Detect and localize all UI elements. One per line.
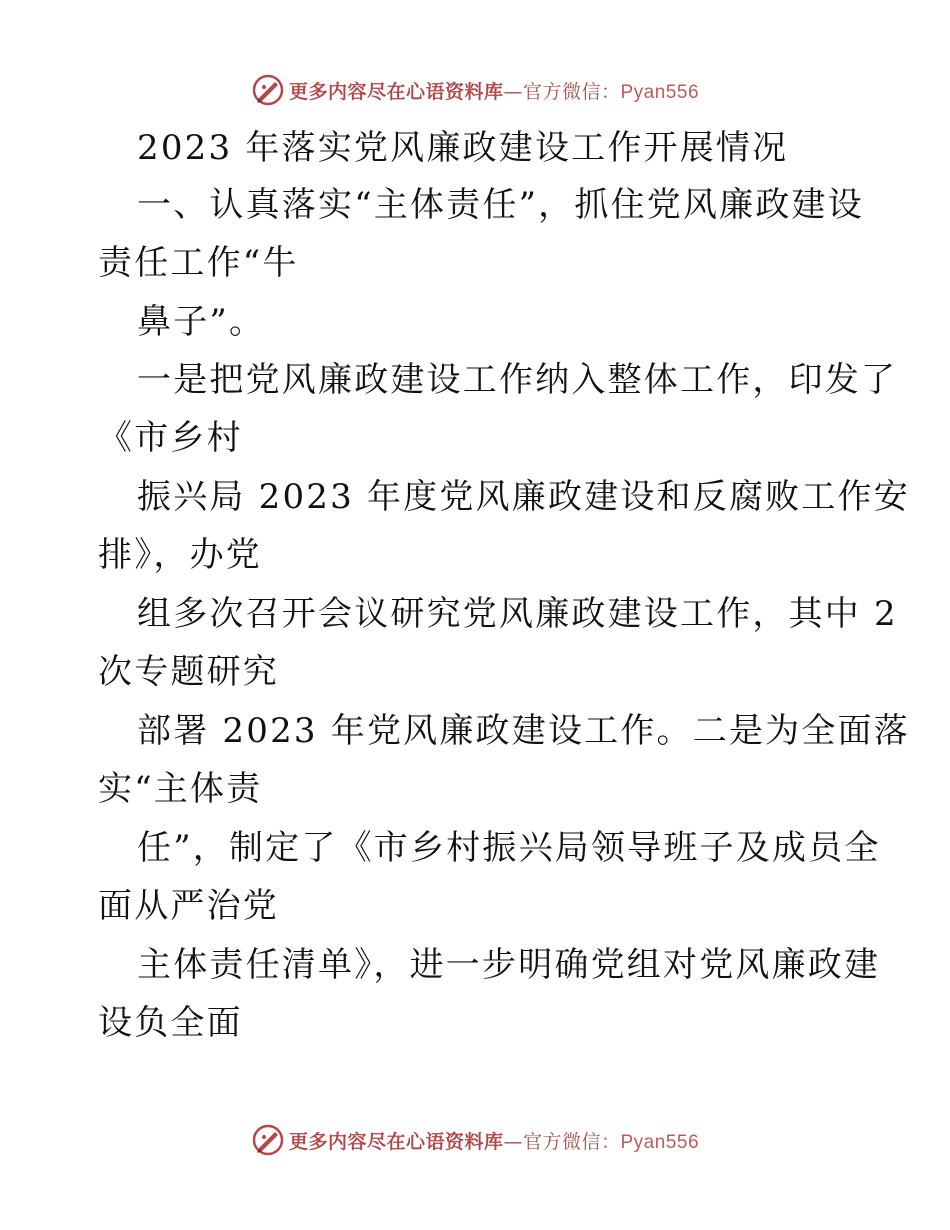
banner-official-label: 官方微信： bbox=[522, 80, 621, 103]
paragraph-line: 一、认真落实“主体责任”，抓住党风廉政建设 bbox=[137, 185, 864, 225]
banner-account-id: Pyan556 bbox=[620, 1131, 700, 1153]
header-watermark-banner bbox=[0, 70, 950, 110]
banner-brand-text: 更多内容尽在心语资料库 bbox=[288, 80, 504, 103]
paragraph-line: 一是把党风廉政建设工作纳入整体工作，印发了 bbox=[137, 360, 898, 400]
footer-watermark-banner bbox=[0, 1120, 950, 1160]
paragraph-line: 主体责任清单》，进一步明确党组对党风廉政建 bbox=[137, 945, 881, 985]
paragraph-line: 排》，办党 bbox=[98, 535, 262, 575]
paragraph-line: 《市乡村 bbox=[98, 418, 243, 458]
paragraph-line: 部署 2023 年党风廉政建设工作。二是为全面落 bbox=[137, 711, 910, 751]
banner-text bbox=[289, 77, 699, 104]
banner-dash: — bbox=[503, 1130, 523, 1153]
paragraph-line: 振兴局 2023 年度党风廉政建设和反腐败工作安 bbox=[137, 477, 910, 517]
banner-text bbox=[289, 1127, 699, 1154]
pen-logo-icon bbox=[251, 73, 285, 107]
paragraph-line: 组多次召开会议研究党风廉政建设工作，其中 2 bbox=[137, 594, 898, 634]
paragraph-line: 责任工作“牛 bbox=[98, 243, 299, 283]
paragraph-line: 次专题研究 bbox=[98, 652, 279, 692]
document-title: 2023 年落实党风廉政建设工作开展情况 bbox=[137, 128, 789, 168]
paragraph-line: 面从严治党 bbox=[98, 886, 279, 926]
pen-logo-icon bbox=[251, 1123, 285, 1157]
paragraph-line: 设负全面 bbox=[98, 1003, 243, 1043]
banner-account-id: Pyan556 bbox=[620, 81, 700, 103]
paragraph-line: 实“主体责 bbox=[98, 769, 263, 809]
paragraph-line: 鼻子”。 bbox=[137, 302, 266, 342]
banner-brand-text: 更多内容尽在心语资料库 bbox=[288, 1130, 504, 1153]
banner-official-label: 官方微信： bbox=[522, 1130, 621, 1153]
banner-dash: — bbox=[503, 80, 523, 103]
paragraph-line: 任”，制定了《市乡村振兴局领导班子及成员全 bbox=[137, 828, 881, 868]
